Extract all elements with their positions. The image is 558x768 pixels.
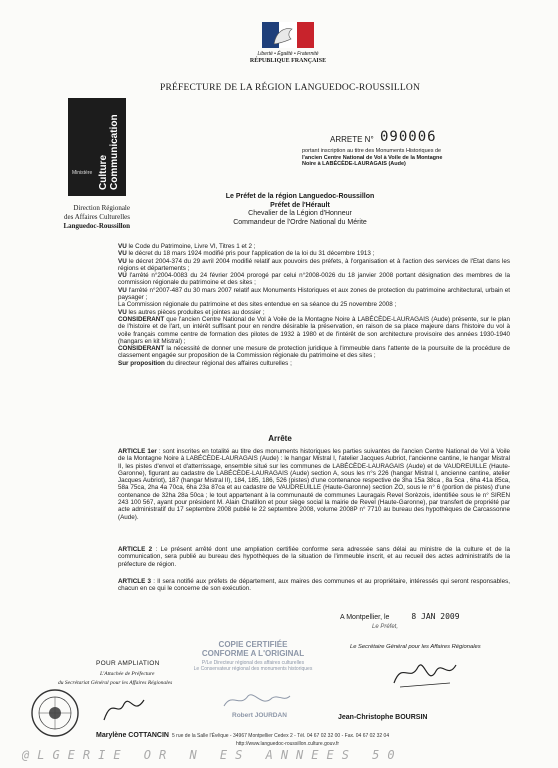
arrete-box [302, 129, 462, 168]
signature-sg: Le Secrétaire Général pour les Affaires Régionales [350, 644, 481, 650]
considerant-item: CONSIDERANT que l'ancien Centre National de Vol à Voile de la Montagne Noire à LABÉCÈDE-LAURAGAIS (Aude) présente, sur le plan de l'histoire et de l'art, un intérêt suffisant pour en rendre désirable la préservation, en raison de sa place majeure dans l'histoire du vol à voile français comme centre de formation des pilotes de 1932 à 1980 et de l'intérêt de son architecture provisoire des années 1930-1940 (hangars en kit Mistral) ; [118, 315, 510, 345]
considerant-item: VU le Code du Patrimoine, Livre VI, Titres 1 et 2 ; [118, 243, 256, 250]
article-1 [118, 448, 510, 521]
arrete-text-3: Noire à LABÉCÈDE-LAURAGAIS (Aude) [302, 161, 406, 168]
considerant-item: VU le décret du 18 mars 1924 modifié pris pour l'application de la loi du 31 décembre 1913 ; [118, 250, 375, 258]
considerant-item: VU l'arrêté n°2004-0083 du 24 février 2004 prorogé par celui n°2008-0026 du 18 janvier 2008 portant désignation des membres de la commission régionale du patrimoine et des sites ; [118, 272, 510, 287]
stamp-name: Robert JOURDAN [232, 712, 287, 719]
article-3-label: ARTICLE 3 [118, 578, 151, 585]
direction-line-1: Direction Régionale [73, 204, 130, 212]
prefet-line-3: Chevalier de la Légion d'Honneur [248, 210, 352, 217]
prefet-line-1: Le Préfet de la région Languedoc-Roussillon [225, 193, 375, 200]
prefecture-title: PRÉFECTURE DE LA RÉGION LANGUEDOC-ROUSSILLON [159, 83, 421, 93]
arrete-label: ARRETE N° [330, 135, 374, 144]
arrete-text-2: l'ancien Centre National de Vol à Voile de la Montagne [302, 154, 443, 161]
signature-date-line [340, 612, 520, 621]
article-2-label: ARTICLE 2 [118, 546, 153, 553]
prefecture-seal-icon [30, 688, 80, 738]
direction-regionale [18, 204, 130, 231]
footer-address: 5 rue de la Salle l'Évêque - 34967 Montpellier Cedex 2 - Tél. 04 67 02 32 00 - Fax. 04 67 02 32 04 [172, 733, 390, 739]
arrete-text-1: portant inscription au titre des Monuments Historiques de [302, 148, 442, 154]
direction-line-2: des Affaires Culturelles [64, 213, 130, 221]
considerant-item: La Commission régionale du patrimoine et des sites entendue en sa séance du 25 novembre 2008 ; [118, 301, 397, 309]
considerant-item: VU l'arrêté n°2007-487 du 30 mars 2007 relatif aux Monuments Historiques et aux zones de protection du patrimoine architectural, urbain et paysager ; [118, 286, 510, 302]
article-3-text: : Il sera notifié aux préfets de département, aux maires des communes et au propriétaire, intéressés qui seront responsables, chacun en ce qui le concerne de son exécution. [118, 578, 510, 593]
prefet-signature [390, 653, 460, 693]
ministry-brand-text [98, 114, 120, 190]
marianne-flag-icon [262, 22, 314, 48]
ampliation-name: Marylène COTTANCIN [96, 732, 169, 739]
prefet-line-4: Commandeur de l'Ordre National du Mérite [233, 218, 367, 226]
ampliation-line-2: du Secrétariat Général pour les Affaires Régionales [58, 680, 173, 686]
stamp-signature [222, 688, 292, 712]
signer-name: Jean-Christophe BOURSIN [338, 714, 428, 721]
republic-logo [262, 22, 314, 48]
stamp-line-3: P/Le Directeur régional des affaires culturelles [201, 660, 305, 666]
certified-stamp [168, 640, 338, 672]
considerant-item: CONSIDERANT la nécessité de donner une mesure de protection juridique à l'immeuble dans l'attente de la poursuite de la procédure de classement engagée sur proposition de la Commission régionale du patrimoine et des sites ; [118, 345, 510, 360]
article-3 [118, 578, 510, 593]
ampliation-line-1: L'Attachée de Préfecture [100, 671, 155, 677]
article-2 [118, 546, 510, 568]
arrete-number: 090006 [380, 129, 437, 145]
stamp-line-4: Le Conservateur régional des monuments historiques [193, 666, 313, 672]
ampliation-title: POUR AMPLIATION [96, 660, 160, 667]
prefet-line-2: Préfet de l'Hérault [270, 201, 330, 209]
footer-watermark: @LGERIE OR N ES ANNEES 50 [22, 748, 403, 762]
prefet-block [205, 193, 395, 227]
article-1-text: : sont inscrites en totalité au titre des monuments historiques les parties suivantes de l'ancien Centre National de Vol à Voile de la Montagne Noire à LABÉCÈDE-LAURAGAIS (Aude) : le hangar Mistral I, l'atelier Jacques Aubriot, l'ancienne cantine, le hangar Mistral II, les pistes d'envol et d'atterrissage, ensemble situé sur les communes de LABÉCÈDE-LAURAGAIS (Aude) et de VAUDREUILLE (Haute-Garonne), figurant au cadastre de LABÉCÈDE-LAURAGAIS (Aude) section A, sous les n°s 226 (hangar Mistral I, ancienne cantine, atelier Jacques Aubriot), 187 (hangar Mistral II), 184, 185, 186, 526 (pistes) d'une contenance respective de 3ha 15a 38ca , 8a 5ca , 6ha 41a 85ca, 58a 75ca, 2ha 4a 70ca, 6ha 23a 87ca et au cadastre de VAUDREUILLE (Haute-Garonne) section ZO, sous le n° 6 (portion de pistes) d'une contenance de 32ha 28a 50ca ; le tout appartenant à la communauté de communes Lauragais Revel Sorèzois, identifiée sous le n° SIREN 243 100 567, ayant pour président M. Alain Chatillon et pour siège social la mairie de Revel (Haute-Garonne), par transfert de propriété par acte administratif du 17 septembre 2008 publié le 22 septembre 2008, volume 2008P n° 7710 au bureau des hypothèques de Carcassonne (Aude). [118, 448, 510, 521]
footer-web: http://www.languedoc-roussillon.culture.gouv.fr [236, 741, 340, 747]
brand-line-1: Culture [98, 155, 109, 190]
considerants [118, 243, 510, 367]
stamp-line-2: CONFORME A L'ORIGINAL [201, 649, 305, 658]
motto: Liberté • Égalité • Fraternité [257, 51, 319, 57]
ampliation-signature [100, 692, 150, 726]
article-1-label: ARTICLE 1er [118, 448, 157, 455]
prefet-handwritten: Le Préfet, [372, 624, 399, 630]
ministry-logo [68, 98, 126, 196]
article-2-text: : Le présent arrêté dont une ampliation certifiée conforme sera adressée sans délai au ministre de la culture et de la communication, sera publié au bureau des hypothèques de la situation de l'immeuble inscrit, et au recueil des actes administratifs de la préfecture de région. [118, 546, 510, 568]
arrete-heading: Arrête [268, 434, 292, 443]
considerant-item: Sur proposition du directeur régional des affaires culturelles ; [118, 359, 292, 367]
ministry-small-label: Ministère [72, 170, 93, 176]
stamp-line-1: COPIE CERTIFIÉE [218, 640, 288, 649]
considerant-item: VU les autres pièces produites et jointes au dossier ; [118, 308, 265, 316]
arrete-number-line [302, 129, 462, 147]
direction-line-3: Languedoc-Roussillon [63, 222, 130, 230]
republic-name: RÉPUBLIQUE FRANÇAISE [249, 58, 327, 64]
signature-date: 8 JAN 2009 [411, 612, 460, 621]
signature-place: A Montpellier, le [340, 614, 390, 621]
considerant-item: VU le décret 2004-374 du 29 avril 2004 modifié relatif aux pouvoirs des préfets, à l'organisation et à l'action des services de l'Etat dans les régions et départements ; [118, 257, 510, 272]
brand-line-2: Communication [109, 114, 120, 190]
